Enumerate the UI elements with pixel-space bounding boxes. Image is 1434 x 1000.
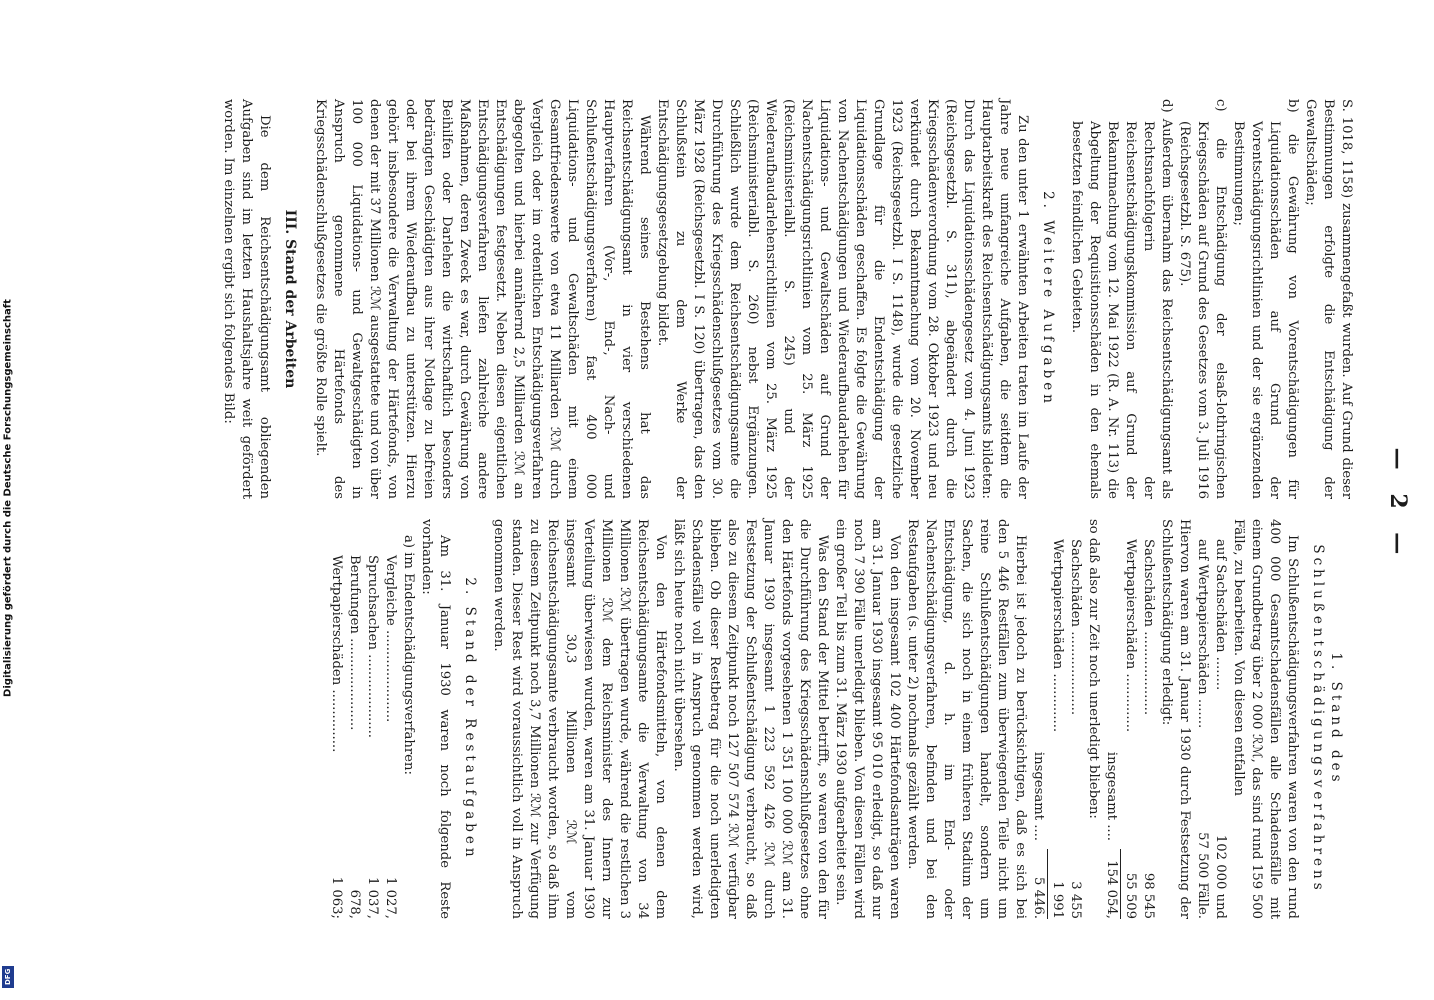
paragraph: Die dem Reichsentschädigungsamt obliegenden Aufgaben sind im letzten Haushaltsjahre weit gefördert worden. Im einzelnen ergibt sich folgendes Bild: [221, 99, 272, 499]
figure-line: auf Sachschäden ........ 102 000 und [1213, 539, 1228, 919]
list-item-d: d) Außerdem übernahm das Reichsentschädigungsamt als Rechtsnachfolgerin der Reichsentschädigungskommission auf Grund der Bekanntmachung vom 12. Mai 1922 (R. A. Nr. 113) die Abgeltung der Requisitionsschäden in den ehemals besetzten feindlichen Gebieten. [1069, 99, 1174, 499]
list-item-b: b) die Gewährung von Vorentschädigungen für Liquidationsschäden auf Grund der Vorentschädigungsrichtlinien und der sie ergänzenden Bestimmungen; [1231, 99, 1300, 499]
figure-line: Wertpapierschäden .............. 1 991 [1047, 539, 1066, 919]
list-item: Spruchsachen .................... 1 037, [365, 555, 380, 919]
total-line: insgesamt .... 154 054, [1104, 751, 1119, 919]
paragraph: Hierbei ist jedoch zu berücksichtigen, daß es sich bei den 5 446 Restfällen zum überwiegenden Teile nicht um reine Schlußentschädigungen handelt, sondern um Sachen, die sich noch in einem früheren Stadium der Entschädigung, d. h. im End- oder Nachentschädigungsverfahren, befinden und bei den Restaufgaben (s. unter 2) nochmals gezählt werden. [905, 519, 1028, 919]
paragraph: so daß also zur Zeit noch unerledigt blieben: [1086, 519, 1101, 819]
figure-line: auf Wertpapierschäden ....... 57 500 Fälle. [1195, 539, 1210, 919]
paragraph: Während seines Bestehens hat das Reichsentschädigungsamt in vier verschiedenen Hauptverfahren (Vor-, End-, Nach- und Schlußentschädigungsverfahren) fast 400 000 Liquidations- und Gewaltschäden mit einem Gesamtfriedenswerte von etwa 11 Milliarden ℛℳ durch Vergleich oder im ordentlichen Entschädigungsverfahren abgegolten und hierbei annähernd 2,5 Milliarden ℛℳ an Entschädigungen festgesetzt. Neben diesen eigentlichen Entschädigungsverfahren liefen zahlreiche andere Maßnahmen, deren Zweck es war, durch Gewährung von Beihilfen oder Darlehen die wirtschaftlich besonders bedrängten Geschädigten aus ihrer Notlage zu befreien oder bei ihrem Wiederaufbau zu unterstützen. Hierzu gehört insbesondere die Verwaltung der Härtefonds, von denen der mit 37 Millionen ℛℳ ausgestattete und von über 100 000 Liquidations- und Gewaltgeschädigten in Anspruch genommene Härtefonds des Kriegsschädenschlußgesetzes die größte Rolle spielt. [313, 99, 652, 499]
list-item: Berufungen ...................... 678, [347, 555, 362, 919]
section-heading: 2. Weitere Aufgaben [1040, 191, 1056, 407]
list-label: a) im Endentschädigungsverfahren: [401, 535, 416, 775]
page-number: — 2 — [1385, 447, 1411, 563]
figure-line: Wertpapierschäden .............. 55 509 [1120, 539, 1139, 919]
figure-line: Sachschäden .................... 98 545 [1141, 539, 1156, 919]
list-item: Wertpapierschäden ............... 1 063; [329, 555, 344, 919]
credit-text: Digitalisierung gefördert durch die Deutsche Forschungsgemeinschaft [2, 299, 14, 697]
total-line: insgesamt .... 5 446. [1031, 751, 1046, 919]
paragraph: Von den Härtefondsmitteln, von denen dem Reichsentschädigungsamte die Verwaltung von 34 Millionen ℛℳ übertragen wurde, während die restlichen 3 Millionen ℛℳ dem Reichsminister des Innern zur Verteilung überwiesen wurden, waren am 31. Januar 1930 insgesamt 30,3 Millionen ℛℳ vom Reichsentschädigungsamte verbraucht worden, so daß ihm zu diesem Zeitpunkt noch 3,7 Millionen ℛℳ zur Verfügung standen. Dieser Rest wird voraussichtlich voll in Anspruch genommen werden. [491, 519, 668, 919]
dfg-logo: DFG [2, 966, 14, 988]
paragraph: Hiervon waren am 31. Januar 1930 durch Festsetzung der Schlußentschädigung erledigt: [1159, 519, 1192, 919]
paragraph: Am 31. Januar 1930 waren noch folgende Reste vorhanden: [419, 519, 452, 919]
paragraph: Im Schlußentschädigungsverfahren waren von den rund 400 000 Gesamtschadensfällen alle Schadensfälle mit einem Grundbetrag über 2 000 ℛℳ, das sind rund 159 500 Fälle, zu bearbeiten. Von diesen entfallen [1231, 519, 1300, 919]
list-item: Vergleiche ...................... 1 027, [383, 555, 398, 919]
section-heading: 1. Stand des Schlußentschädigungsverfahrens [1310, 544, 1344, 894]
paragraph: S. 1018, 1158) zusammengefaßt wurden. Auf Grund dieser Bestimmungen erfolgte die Entschädigung der Gewaltschäden; [1303, 99, 1354, 499]
left-column [219, 99, 1355, 499]
paragraph: Was den Stand der Mittel betrifft, so waren von den für die Durchführung des Kriegsschädenschlußgesetzes ohne den Härtefonds vorgesehenen 1 351 100 000 ℛℳ am 31. Januar 1930 insgesamt 1 223 592 426 ℛℳ durch Festsetzung der Schlußentschädigung verbraucht, so daß also zu diesem Zeitpunkt noch 127 507 574 ℛℳ verfügbar blieben. Ob dieser Restbetrag für die noch unerledigten Schadensfälle voll in Anspruch genommen werden wird, läßt sich heute noch nicht übersehen. [671, 519, 830, 919]
scanned-page [125, 85, 1415, 925]
right-column [327, 519, 1355, 919]
figure-line: Sachschäden .................... 3 455 [1068, 539, 1083, 919]
list-item-c: c) die Entschädigung der elsaß-lothringischen Kriegsschäden auf Grund des Gesetzes vom 3. Juli 1916 (Reichsgesetzbl. S. 675). [1177, 99, 1228, 499]
paragraph: Von den insgesamt 102 400 Härtefondsanträgen waren am 31. Januar 1930 insgesamt 95 010 erledigt, so daß nur noch 7 390 Fälle unerledigt blieben. Von diesen Fällen wird ein großer Teil bis zum 31. März 1930 aufgearbeitet sein. [833, 519, 902, 919]
section-heading: 2. Stand der Restaufgaben [462, 577, 478, 861]
paragraph: Zu den unter 1 erwähnten Arbeiten traten im Laufe der Jahre neue umfangreiche Aufgaben, die seitdem die Hauptarbeitskraft des Reichsentschädigungsamts bildeten: Durch das Liquidationsschädengesetz vom 4. Juni 1923 (Reichsgesetzbl. S. 311), abgeändert durch die Kriegsschädenverordnung vom 28. Oktober 1923 und neu verkündet durch Bekanntmachung vom 20. November 1923 (Reichsgesetzbl. I S. 1148), wurde die gesetzliche Grundlage für die Endentschädigung der Liquidationsschäden geschaffen. Es folgte die Gewährung von Nachentschädigungen und Wiederaufbaudarlehen für Liquidations- und Gewaltschäden auf Grund der Nachentschädigungsrichtlinien vom 25. März 1925 (Reichsministerialbl. S. 245) und der Wiederaufbaudarlehensrichtlinien vom 25. März 1925 (Reichsministerialbl. S. 260) nebst Ergänzungen. Schließlich wurde dem Reichsentschädigungsamte die Durchführung des Kriegsschädenschlußgesetzes vom 30. März 1928 (Reichsgesetzbl. I S. 120) übertragen, das den Schlußstein zu dem Werke der Entschädigungsgesetzgebung bildet. [655, 99, 1030, 499]
rotated-page-content [125, 85, 1415, 925]
digitization-credit [0, 0, 16, 1000]
chapter-heading: III. Stand der Arbeiten [282, 209, 298, 389]
